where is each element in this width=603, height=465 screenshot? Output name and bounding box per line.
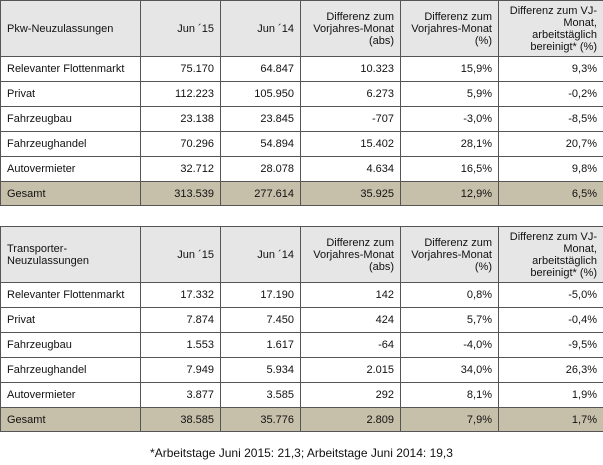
total-diff-pct: 7,9% [401,408,499,432]
cell-jun-15: 1.553 [141,333,221,358]
cell-jun-15: 7.874 [141,308,221,333]
total-jun-15: 38.585 [141,408,221,432]
cell-diff-adjusted: -5,0% [499,283,603,308]
header-diff-pct: Differenz zum Vorjahres-Monat (%) [401,1,499,57]
cell-jun-15: 70.296 [141,132,221,157]
cell-jun-14: 23.845 [221,107,301,132]
cell-jun-14: 17.190 [221,283,301,308]
cell-diff-pct: 0,8% [401,283,499,308]
header-jun-14: Jun ´14 [221,227,301,283]
cell-jun-15: 7.949 [141,358,221,383]
total-diff-adjusted: 6,5% [499,182,603,206]
table-row [1,132,603,157]
header-jun-15: Jun ´15 [141,1,221,57]
cell-diff-abs: 15.402 [301,132,401,157]
total-jun-14: 277.614 [221,182,301,206]
row-label: Privat [1,308,141,333]
table-header-row [1,1,603,57]
cell-diff-abs: 4.634 [301,157,401,182]
table-row [1,283,603,308]
cell-diff-adjusted: -0,2% [499,82,603,107]
cell-diff-adjusted: 20,7% [499,132,603,157]
row-label: Autovermieter [1,383,141,408]
table-row [1,333,603,358]
cell-diff-abs: 292 [301,383,401,408]
cell-diff-adjusted: 1,9% [499,383,603,408]
total-diff-pct: 12,9% [401,182,499,206]
row-label: Relevanter Flottenmarkt [1,57,141,82]
cell-diff-pct: 16,5% [401,157,499,182]
cell-diff-abs: -64 [301,333,401,358]
cell-diff-pct: 15,9% [401,57,499,82]
cell-diff-pct: 28,1% [401,132,499,157]
table-row [1,308,603,333]
cell-jun-14: 7.450 [221,308,301,333]
header-jun-14: Jun ´14 [221,1,301,57]
table-row [1,358,603,383]
cell-jun-14: 3.585 [221,383,301,408]
cell-diff-pct: 5,9% [401,82,499,107]
cell-diff-abs: 2.015 [301,358,401,383]
cell-diff-pct: -3,0% [401,107,499,132]
total-label: Gesamt [1,182,141,206]
total-row [1,408,603,432]
cell-diff-adjusted: 26,3% [499,358,603,383]
cell-jun-15: 32.712 [141,157,221,182]
row-label: Fahrzeugbau [1,333,141,358]
pkw-registrations-table [0,0,603,206]
cell-jun-14: 28.078 [221,157,301,182]
cell-jun-15: 23.138 [141,107,221,132]
cell-diff-pct: 34,0% [401,358,499,383]
cell-diff-pct: 8,1% [401,383,499,408]
total-diff-adjusted: 1,7% [499,408,603,432]
cell-jun-14: 105.950 [221,82,301,107]
table-row [1,82,603,107]
cell-jun-14: 5.934 [221,358,301,383]
row-label: Fahrzeughandel [1,358,141,383]
cell-diff-pct: -4,0% [401,333,499,358]
total-label: Gesamt [1,408,141,432]
table-row [1,157,603,182]
header-diff-abs: Differenz zum Vorjahres-Monat (abs) [301,1,401,57]
cell-diff-adjusted: 9,3% [499,57,603,82]
total-jun-14: 35.776 [221,408,301,432]
header-category: Transporter-Neuzulassungen [1,227,141,283]
total-diff-abs: 2.809 [301,408,401,432]
header-diff-adjusted: Differenz zum VJ-Monat, arbeitstäglich bereinigt* (%) [499,227,603,283]
cell-jun-14: 54.894 [221,132,301,157]
row-label: Relevanter Flottenmarkt [1,283,141,308]
transporter-registrations-table [0,226,603,432]
cell-diff-adjusted: -0,4% [499,308,603,333]
cell-jun-15: 75.170 [141,57,221,82]
header-category: Pkw-Neuzulassungen [1,1,141,57]
footnote: *Arbeitstage Juni 2015: 21,3; Arbeitstage Juni 2014: 19,3 [150,446,453,460]
cell-jun-15: 17.332 [141,283,221,308]
cell-diff-abs: -707 [301,107,401,132]
row-label: Privat [1,82,141,107]
row-label: Autovermieter [1,157,141,182]
table-row [1,383,603,408]
cell-diff-abs: 142 [301,283,401,308]
cell-diff-adjusted: 9,8% [499,157,603,182]
cell-diff-abs: 424 [301,308,401,333]
cell-diff-abs: 10.323 [301,57,401,82]
table-row [1,57,603,82]
table-row [1,107,603,132]
cell-diff-adjusted: -8,5% [499,107,603,132]
header-diff-adjusted: Differenz zum VJ-Monat, arbeitstäglich bereinigt* (%) [499,1,603,57]
cell-jun-14: 64.847 [221,57,301,82]
row-label: Fahrzeughandel [1,132,141,157]
cell-diff-abs: 6.273 [301,82,401,107]
header-diff-pct: Differenz zum Vorjahres-Monat (%) [401,227,499,283]
cell-jun-14: 1.617 [221,333,301,358]
total-jun-15: 313.539 [141,182,221,206]
header-diff-abs: Differenz zum Vorjahres-Monat (abs) [301,227,401,283]
header-jun-15: Jun ´15 [141,227,221,283]
total-row [1,182,603,206]
total-diff-abs: 35.925 [301,182,401,206]
row-label: Fahrzeugbau [1,107,141,132]
table-header-row [1,227,603,283]
cell-jun-15: 112.223 [141,82,221,107]
cell-diff-adjusted: -9,5% [499,333,603,358]
cell-jun-15: 3.877 [141,383,221,408]
cell-diff-pct: 5,7% [401,308,499,333]
